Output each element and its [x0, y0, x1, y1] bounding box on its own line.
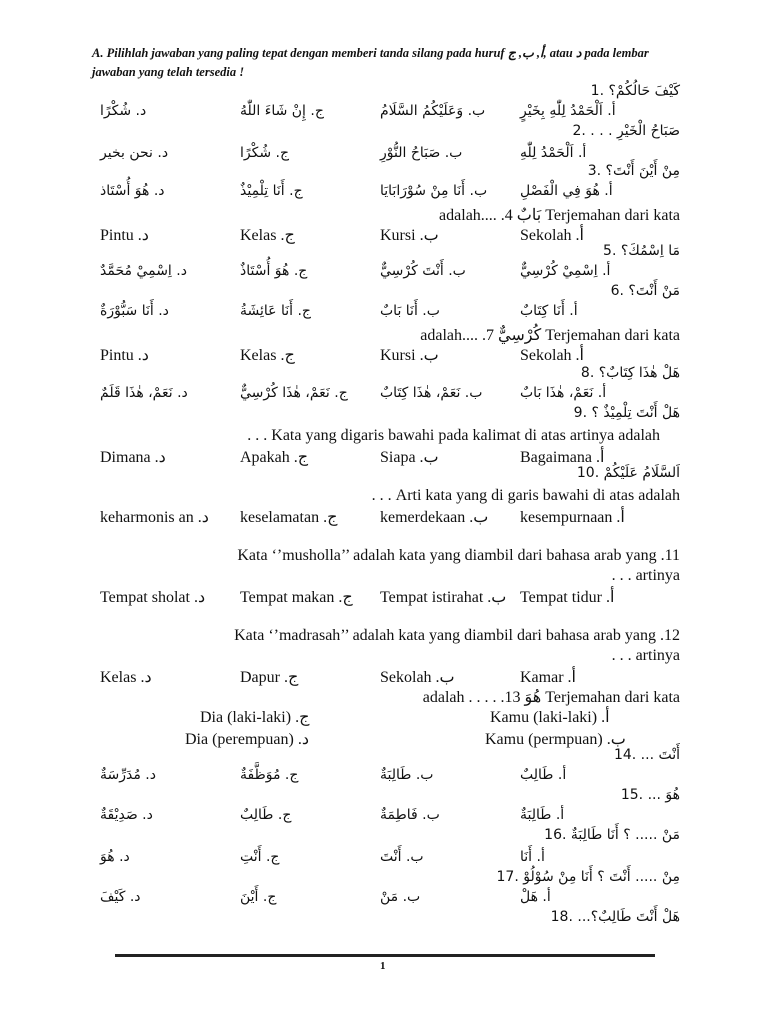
option-c: ج. Dia (laki-laki) [200, 709, 310, 726]
option-d: د. نَعَمْ، هٰذَا قَلَمٌ [100, 385, 188, 401]
option-c: ج. Dapur [240, 669, 299, 686]
question-text: مِنْ أَيْنَ أَنْتَ؟ .3 [587, 163, 680, 179]
question-row [80, 909, 680, 931]
option-a: أ. اِسْمِيْ كُرْسِيٌّ [520, 263, 611, 279]
option-d: د. Dimana [100, 449, 166, 466]
option-d: د. Tempat sholat [100, 589, 206, 606]
option-c: ج. مُوَظَّفَةٌ [240, 767, 299, 783]
option-b: ب. Tempat istirahat [380, 589, 507, 606]
option-c: ج. Apakah [240, 449, 309, 466]
option-d: د. أَنَا سَبُّوْرَةٌ [100, 303, 169, 319]
question-sub-row [80, 427, 680, 449]
option-b: ب. Kursi [380, 227, 439, 244]
options-row [80, 183, 680, 205]
question-row [80, 687, 680, 709]
option-c: ج. Tempat makan [240, 589, 353, 606]
question-row [80, 869, 680, 891]
question-text: هَلْ أَنْتَ طَالِبٌ؟... .18 [550, 909, 680, 925]
question-row [80, 325, 680, 347]
question-text: مَنْ ..... ؟ أَنَا طَالِبَةٌ .16 [544, 827, 680, 843]
option-d: د. keharmonis an [100, 509, 209, 526]
question-row [80, 787, 680, 809]
option-a: أ. طَالِبٌ [520, 767, 567, 783]
option-b: ب. أَنْتَ [380, 849, 424, 865]
question-text: مَنْ أَنْتَ؟ .6 [610, 283, 680, 299]
option-a: أ. Sekolah [520, 347, 584, 364]
question-row [80, 747, 680, 769]
option-b: ب. Sekolah [380, 669, 455, 686]
option-d: د. Pintu [100, 347, 149, 364]
option-a: أ. kesempurnaan [520, 509, 625, 526]
option-d: د. Kelas [100, 669, 152, 686]
option-c: ج. إِنْ شَاءَ اللّٰهُ [240, 103, 324, 119]
option-c: ج. Kelas [240, 347, 295, 364]
option-d: د. نحن بخير [100, 145, 169, 161]
option-c: ج. طَالِبٌ [240, 807, 292, 823]
option-a: أ. طَالِبَةٌ [520, 807, 565, 823]
instruction-text: A. Pilihlah jawaban yang paling tepat dengan memberi tanda silang pada huruf أ, ب, ج, atau د pada lembar jawaban yang telah tersedia ! [92, 46, 649, 79]
option-a: أ. Sekolah [520, 227, 584, 244]
question-subtext: Kata yang digaris bawahi pada kalimat di atas artinya adalah . . . [247, 427, 660, 444]
options-row [80, 587, 680, 609]
page-number: 1 [380, 960, 386, 972]
question-text: هَلْ أَنْتَ تِلْمِيْذٌ ؟ .9 [573, 405, 680, 421]
question-row [80, 205, 680, 227]
question-row [80, 547, 680, 569]
options-row [80, 507, 680, 529]
option-a: أ. أَنَا [520, 849, 545, 865]
question-text: هَلْ هٰذَا كِتَابٌ؟ .8 [580, 365, 680, 381]
option-d: د. Dia (perempuan) [185, 731, 309, 748]
option-d: د. شُكْرًا [100, 103, 147, 119]
question-row [80, 243, 680, 265]
options-row [80, 385, 680, 407]
question-row [80, 123, 680, 145]
option-c: ج. أَيْنَ [240, 889, 277, 905]
question-subtext: artinya . . . [611, 567, 680, 584]
question-text: Terjemahan dari kata هُوَ adalah . . . . .13 [422, 689, 680, 706]
options-row [80, 707, 680, 729]
option-a: أ. أَنَا كِتَابٌ [520, 303, 578, 319]
option-b: ب. أَنْتَ كُرْسِيٌّ [380, 263, 466, 279]
question-row [80, 283, 680, 305]
option-c: ج. شُكْرًا [240, 145, 290, 161]
question-sub-row [80, 567, 680, 589]
option-a: أ. Kamar [520, 669, 576, 686]
question-row [80, 83, 680, 105]
options-row [80, 103, 680, 125]
option-b: ب. أَنَا بَابٌ [380, 303, 440, 319]
option-b: ب. kemerdekaan [380, 509, 489, 526]
question-row [80, 827, 680, 849]
option-d: د. مُدَرِّسَةٌ [100, 767, 156, 783]
option-d: د. Pintu [100, 227, 149, 244]
footer-divider [115, 954, 655, 957]
option-d: د. صَدِيْقَةٌ [100, 807, 153, 823]
option-b: ب. نَعَمْ، هٰذَا كِتَابٌ [380, 385, 483, 401]
option-a: أ. هَلْ [520, 889, 551, 905]
option-a: أ. اَلْحَمْدُ لِلّٰهِ بِخَيْرٍ [520, 103, 616, 119]
question-text: أَنْتَ ... .14 [613, 747, 680, 763]
option-a: أ. Tempat tidur [520, 589, 615, 606]
options-row [80, 807, 680, 829]
option-b: ب. طَالِبَةٌ [380, 767, 434, 783]
question-row [80, 405, 680, 427]
option-c: ج. هُوَ أُسْتَاذٌ [240, 263, 308, 279]
options-row [80, 263, 680, 285]
option-a: أ. هُوَ فِي الْفَصْلِ [520, 183, 613, 199]
option-a: أ. نَعَمْ، هٰذَا بَابٌ [520, 385, 607, 401]
option-c: ج. نَعَمْ، هٰذَا كُرْسِيٌّ [240, 385, 348, 401]
option-b: ب. أَنَا مِنْ سُوْرَابَايَا [380, 183, 488, 199]
option-b: ب. Kursi [380, 347, 439, 364]
option-c: ج. Kelas [240, 227, 295, 244]
question-text: Terjemahan dari kata بَابٌ adalah.... .4 [439, 207, 680, 224]
option-b: ب. فَاطِمَةٌ [380, 807, 440, 823]
question-text: مَا اِسْمُكَ؟ .5 [603, 243, 680, 259]
option-b: ب. Siapa [380, 449, 439, 466]
option-a: أ. Bagaimana [520, 449, 605, 466]
options-row [80, 345, 680, 367]
option-b: ب. Kamu (permpuan) [485, 731, 626, 748]
question-text: Terjemahan dari kata كُرْسِيٌّ adalah.... .7 [420, 327, 680, 344]
option-a: أ. اَلْحَمْدُ لِلّٰهِ [520, 145, 587, 161]
option-d: د. اِسْمِيْ مُحَمَّدٌ [100, 263, 187, 279]
options-row [80, 303, 680, 325]
option-c: ج. keselamatan [240, 509, 338, 526]
question-row [80, 365, 680, 387]
question-sub-row [80, 647, 680, 669]
question-subtext: artinya . . . [611, 647, 680, 664]
option-a: أ. Kamu (laki-laki) [490, 709, 610, 726]
option-c: ج. أَنْتِ [240, 849, 280, 865]
question-row [80, 627, 680, 649]
option-d: د. كَيْفَ [100, 889, 141, 905]
options-row [80, 667, 680, 689]
question-text: Kata ‘’madrasah’’ adalah kata yang diambil dari bahasa arab yang .12 [234, 627, 680, 644]
question-row [80, 163, 680, 185]
option-d: د. هُوَ [100, 849, 130, 865]
option-b: ب. مَنْ [380, 889, 421, 905]
options-row [80, 849, 680, 871]
option-d: د. هُوَ أُسْتَاذ [100, 183, 165, 199]
option-b: ب. وَعَلَيْكُمُ السَّلَامُ [380, 103, 486, 119]
question-text: مِنْ ..... أَنْتَ ؟ أَنَا مِنْ سُوْلُوْ .17 [496, 869, 680, 885]
option-c: ج. أَنَا عَائِشَةُ [240, 303, 311, 319]
options-row [80, 889, 680, 911]
question-text: Kata ‘’musholla’’ adalah kata yang diambil dari bahasa arab yang .11 [237, 547, 680, 564]
question-text: صَبَاحُ الْخَيْرِ . . . .2 [572, 123, 680, 139]
question-row [80, 465, 680, 487]
question-text: هُوَ ... .15 [620, 787, 680, 803]
options-row [80, 767, 680, 789]
question-subtext: Arti kata yang di garis bawahi di atas adalah . . . [371, 487, 680, 504]
question-text: اَلسَّلَامُ عَلَيْكُمْ .10 [576, 465, 680, 481]
question-text: كَيْفَ حَالُكُمْ؟ .1 [590, 83, 680, 99]
question-sub-row [80, 487, 680, 509]
option-b: ب. صَبَاحُ النُّوْرِ [380, 145, 463, 161]
option-c: ج. أَنَا تِلْمِيْذٌ [240, 183, 303, 199]
